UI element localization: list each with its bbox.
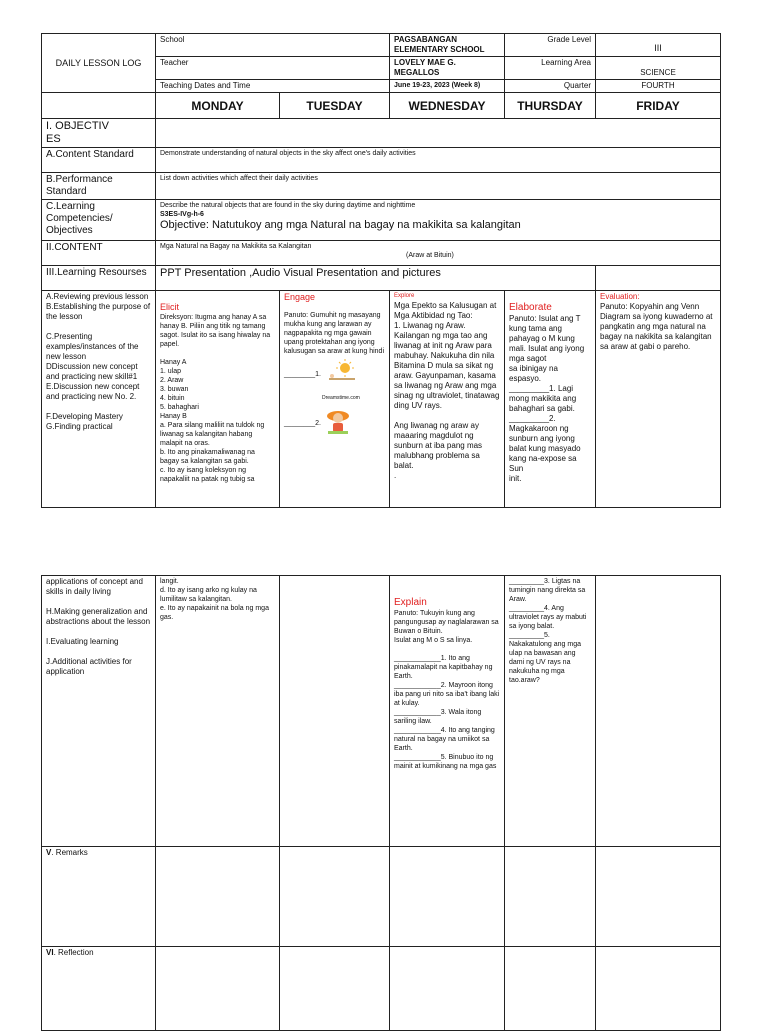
image-caption: Dreamstime.com xyxy=(322,395,360,401)
friday-heading: Evaluation: xyxy=(600,292,640,301)
competencies-description: Describe the natural objects that are found in the sky during daytime and nighttime xyxy=(160,202,416,209)
reflection-numeral: VI xyxy=(46,948,54,957)
resources-text: PPT Presentation ,Audio Visual Presentation and pictures xyxy=(156,266,596,291)
thursday-activity xyxy=(505,291,596,508)
reflection-thursday xyxy=(505,947,596,1031)
remarks-monday xyxy=(156,847,280,947)
performance-standard-text: List down activities which affect their daily activities xyxy=(156,173,721,200)
day-monday: MONDAY xyxy=(156,93,280,119)
competencies-objective: Objective: Natutukoy ang mga Natural na bagay na makikita sa kalangitan xyxy=(160,219,521,231)
tuesday-activity xyxy=(280,291,390,508)
wednesday-body: Mga Epekto sa Kalusugan at Mga Aktibidad ng Tao: 1. Liwanag ng Araw. Kailangan ng mga tao ang liwanag at init ng Araw para mabuhay. Nakukuha din nila Bitamina D mula sa sikat ng araw. Gayunpaman, kasama sa liwanag ng Araw ang mga sinag ng ultraviolet, tinatawag ding UV rays. Ang liwanag ng araw ay maaaring magdulot ng sunburn at iba pang mas malubhang problema sa balat. . xyxy=(394,301,500,480)
objectives-heading: I. OBJECTIV ES xyxy=(42,119,156,148)
wednesday-heading: Explore xyxy=(394,293,415,299)
remarks-label xyxy=(42,847,156,947)
school-value: PAGSABANGAN ELEMENTARY SCHOOL xyxy=(390,34,505,57)
procedures-list-part1: A.Reviewing previous lesson B.Establishing the purpose of the lesson C.Presenting examples/instances of the new lesson DDiscussion new concept and practicing new skill#1 E.Discussion new concept and practicing new No. 2. F.Developing Mastery G.Finding practical xyxy=(42,291,156,508)
competencies-label: C.Learning Competencies/ Objectives xyxy=(42,200,156,241)
monday-activity xyxy=(156,291,280,508)
reflection-monday xyxy=(156,947,280,1031)
performance-standard-label: B.Performance Standard xyxy=(42,173,156,200)
day-wednesday: WEDNESDAY xyxy=(390,93,505,119)
quarter-value: FOURTH xyxy=(596,80,721,93)
lesson-log-table-part2 xyxy=(41,575,721,1031)
school-label: School xyxy=(156,34,390,57)
monday-activity-cont: langit. d. Ito ay isang arko ng kulay na lumilitaw sa kalangitan. e. Ito ay napakainit na bola ng mga gas. xyxy=(156,576,280,847)
content-standard-text: Demonstrate understanding of natural objects in the sky affect one's daily activities xyxy=(156,148,721,173)
wednesday-activity xyxy=(390,291,505,508)
quarter-label: Quarter xyxy=(505,80,596,93)
friday-body: Panuto: Kopyahin ang Venn Diagram sa iyong kuwaderno at pangkatin ang mga natural na bagay na nakikita sa kalangitan sa araw at gabi o pareho. xyxy=(600,302,713,351)
thursday-activity-cont: _________3. Ligtas na tumingin nang direkta sa Araw. _________4. Ang ultraviolet rays ay mabuti sa iyong balat. _________5. Nakakatulong ang mga ulap na bawasan ang dami ng UV rays na nakukuha ng mga tao.araw? xyxy=(505,576,596,847)
objectives-cell xyxy=(156,119,721,148)
lesson-log-table-part1 xyxy=(41,33,721,508)
competencies-code: S3ES-IVg-h-6 xyxy=(160,211,204,218)
reflection-text: . Reflection xyxy=(53,948,94,957)
dates-value: June 19-23, 2023 (Week 8) xyxy=(390,80,505,93)
content-line1: Mga Natural na Bagay na Makikita sa Kalangitan xyxy=(160,243,312,250)
competencies-cell xyxy=(156,200,721,241)
remarks-thursday xyxy=(505,847,596,947)
procedures-list-part2: applications of concept and skills in daily living H.Making generalization and abstractions about the lesson I.Evaluating learning J.Additional activities for application xyxy=(42,576,156,847)
tuesday-blank-2: ________2. xyxy=(284,420,321,427)
content-line2: (Araw at Bituin) xyxy=(406,252,454,259)
remarks-friday xyxy=(596,847,721,947)
day-tuesday: TUESDAY xyxy=(280,93,390,119)
teacher-value: LOVELY MAE G. MEGALLOS xyxy=(390,57,505,80)
content-label: II.CONTENT xyxy=(42,241,156,266)
grade-value: III xyxy=(596,34,721,57)
day-friday: FRIDAY xyxy=(596,93,721,119)
explain-body: Panuto: Tukuyin kung ang pangungusap ay naglalarawan sa Buwan o Bituin. Isulat ang M o S sa linya. ____________1. Ito ang pinakamalapit na kapitbahay ng Earth. ____________2. Mayroon itong iba pang uri nito sa iba't ibang laki at kulay. ____________3. Wala itong sariling ilaw. ____________4. Ito ang tanging natural na bagay na umiikot sa Earth. ____________5. Binubuo ito ng mainit at kumikinang na mga gas xyxy=(394,610,500,770)
child-sunhat-icon xyxy=(323,407,353,440)
tuesday-body: Panuto: Gumuhit ng masayang mukha kung ang larawan ay nagpapakita ng mga gawain upang protektahan ang iyong kalusugan sa araw at kung hindi xyxy=(284,312,385,355)
content-cell xyxy=(156,241,721,266)
teacher-label: Teacher xyxy=(156,57,390,80)
area-value: SCIENCE xyxy=(596,57,721,80)
content-standard-label: A.Content Standard xyxy=(42,148,156,173)
resources-friday xyxy=(596,266,721,291)
dates-label: Teaching Dates and Time xyxy=(156,80,390,93)
remarks-wednesday xyxy=(390,847,505,947)
tuesday-heading: Engage xyxy=(284,292,316,302)
days-corner xyxy=(42,93,156,119)
monday-heading: Elicit xyxy=(160,302,180,312)
monday-body: Direksyon: Itugma ang hanay A sa hanay B. Piliin ang titik ng tamang sagot. Isulat ito sa isang hiwalay na papel. Hanay A 1. ulap 2. Araw 3. buwan 4. bituin 5. bahaghari Hanay B a. Para silang maliliit na tuldok ng liwanag sa kalangitan habang malapit na oras. b. Ito ang pinakamaliwanag na bagay sa kalangitan sa gabi. c. Ito ay isang koleksyon ng napakaliit na patak ng tubig sa xyxy=(160,314,271,483)
friday-activity-cont xyxy=(596,576,721,847)
day-thursday: THURSDAY xyxy=(505,93,596,119)
reflection-tuesday xyxy=(280,947,390,1031)
explain-heading: Explain xyxy=(394,597,427,608)
reflection-wednesday xyxy=(390,947,505,1031)
remarks-numeral: V xyxy=(46,848,52,857)
thursday-body: Panuto: Isulat ang T kung tama ang pahayag o M kung mali. Isulat ang iyong mga sagot sa ibinigay na espasyo. _________1. Lagi mong makikita ang bahaghari sa gabi. _________2. Magkakaroon ng sunburn ang iyong balat kung masyado kang na-expose sa Sun init. xyxy=(509,314,585,483)
remarks-text: . Remarks xyxy=(51,848,88,857)
tuesday-activity-cont xyxy=(280,576,390,847)
reflection-friday xyxy=(596,947,721,1031)
reflection-label xyxy=(42,947,156,1031)
area-label: Learning Area xyxy=(505,57,596,80)
wednesday-activity-cont xyxy=(390,576,505,847)
tuesday-blank-1: ________1. xyxy=(284,371,321,378)
friday-activity xyxy=(596,291,721,508)
log-title: DAILY LESSON LOG xyxy=(42,34,156,93)
thursday-heading: Elaborate xyxy=(509,302,552,313)
remarks-tuesday xyxy=(280,847,390,947)
resources-label: III.Learning Resourses xyxy=(42,266,156,291)
sun-icon xyxy=(323,359,363,390)
grade-label: Grade Level xyxy=(505,34,596,57)
